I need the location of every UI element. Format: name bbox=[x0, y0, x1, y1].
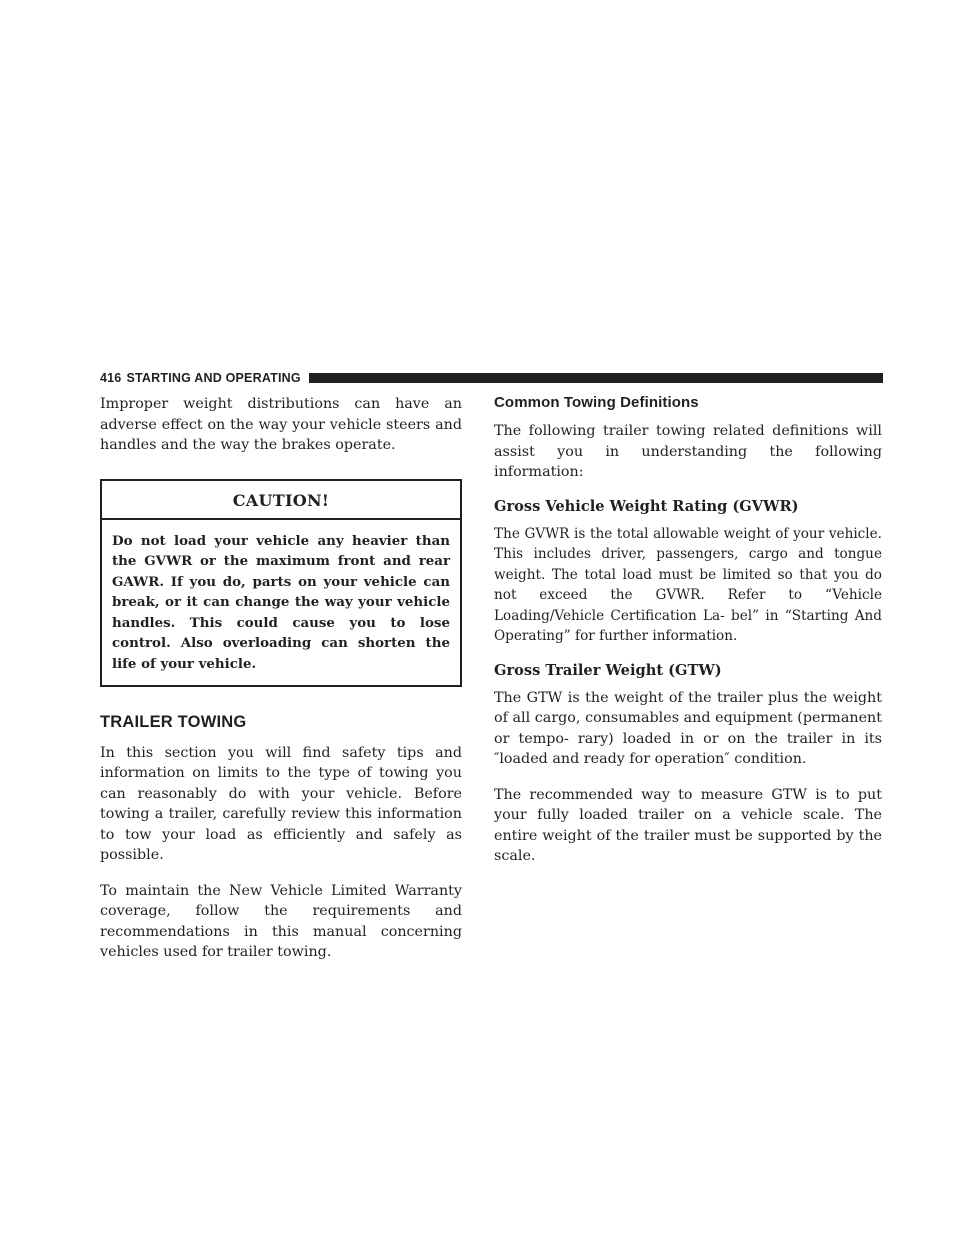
trailer-towing-paragraph: In this section you will find safety tips and information on limits to the type of towing you can reasonably do with your vehicle. Before towing a trailer, carefully review this information to tow your load as efficiently and safely as possible. bbox=[100, 744, 462, 864]
left-column bbox=[100, 394, 462, 978]
caution-title: CAUTION! bbox=[102, 481, 460, 520]
warranty-paragraph: To maintain the New Vehicle Limited Warranty coverage, follow the requirements and recommendations in this manual concerning vehicles used for trailer towing. bbox=[100, 882, 462, 961]
gtw-text: The GTW is the weight of the trailer plus the weight of all cargo, consumables and equipment (permanent or tempo- rary) loaded in or on the trailer in its ″loaded and ready for operation″ condition. bbox=[494, 689, 882, 767]
page-number: 416 bbox=[100, 371, 122, 385]
definitions-intro: The following trailer towing related definitions will assist you in understanding the following information: bbox=[494, 423, 882, 480]
towing-definitions-heading: Common Towing Definitions bbox=[494, 394, 699, 411]
caution-text: Do not load your vehicle any heavier than the GVWR or the maximum front and rear GAWR. If you do, parts on your vehicle can break, or it can change the way your vehicle handles. This could cause you to lose control. Also overloading can shorten the life of your vehicle. bbox=[112, 532, 450, 673]
section-title: STARTING AND OPERATING bbox=[126, 371, 301, 385]
gtw-title: Gross Trailer Weight (GTW) bbox=[494, 661, 722, 679]
gvwr-text: The GVWR is the total allowable weight of your vehicle. This includes driver, passengers, cargo and tongue weight. The total load must be limited so that you do not exceed the GVWR. Refer to “Vehicle Loading/Vehicle Certification La- bel” in “Starting And Operating” for further information. bbox=[494, 525, 882, 644]
page-header bbox=[100, 370, 883, 386]
trailer-towing-heading: TRAILER TOWING bbox=[100, 712, 247, 731]
gvwr-title: Gross Vehicle Weight Rating (GVWR) bbox=[494, 497, 799, 515]
intro-paragraph: Improper weight distributions can have an adverse effect on the way your vehicle steers and handles and the way the brakes operate. bbox=[100, 396, 462, 453]
header-rule bbox=[309, 373, 883, 383]
right-column bbox=[494, 394, 882, 882]
caution-box bbox=[100, 479, 462, 687]
gtw-measure-text: The recommended way to measure GTW is to put your fully loaded trailer on a vehicle scale. The entire weight of the trailer must be supported by the scale. bbox=[494, 786, 882, 864]
